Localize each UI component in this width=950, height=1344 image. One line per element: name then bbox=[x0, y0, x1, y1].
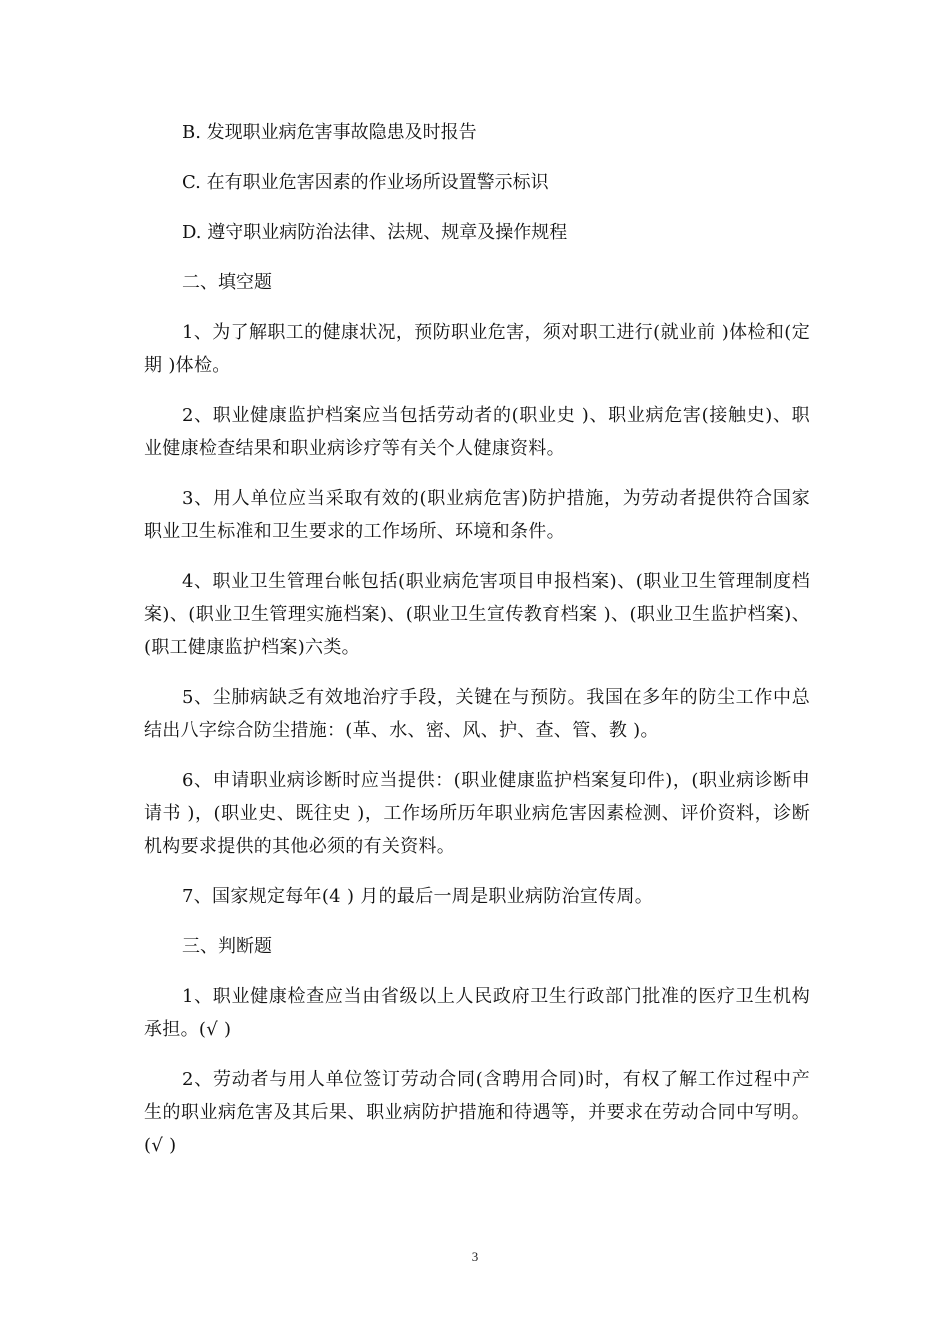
section-heading-true-false: 三、判断题 bbox=[182, 936, 272, 957]
fill-in-question-2: 2、职业健康监护档案应当包括劳动者的(职业史 )、职业病危害(接触史)、职业健康检查结果和职业病诊疗等有关个人健康资料。 bbox=[144, 405, 810, 459]
fill-in-question-1: 1、为了解职工的健康状况，预防职业危害，须对职工进行(就业前 )体检和(定期 )体检。 bbox=[144, 322, 810, 376]
fill-in-question-3: 3、用人单位应当采取有效的(职业病危害)防护措施，为劳动者提供符合国家职业卫生标准和卫生要求的工作场所、环境和条件。 bbox=[144, 488, 810, 542]
true-false-question-2: 2、劳动者与用人单位签订劳动合同(含聘用合同)时，有权了解工作过程中产生的职业病危害及其后果、职业病防护措施和待遇等，并要求在劳动合同中写明。(√ ) bbox=[144, 1069, 810, 1156]
option-b: B. 发现职业病危害事故隐患及时报告 bbox=[182, 122, 477, 143]
section-heading-fill-in: 二、填空题 bbox=[182, 272, 272, 293]
option-c: C. 在有职业危害因素的作业场所设置警示标识 bbox=[182, 172, 549, 193]
option-d: D. 遵守职业病防治法律、法规、规章及操作规程 bbox=[182, 222, 568, 243]
fill-in-question-7: 7、国家规定每年(4 ) 月的最后一周是职业病防治宣传周。 bbox=[182, 886, 654, 907]
true-false-question-1: 1、职业健康检查应当由省级以上人民政府卫生行政部门批准的医疗卫生机构承担。(√ ) bbox=[144, 986, 810, 1040]
fill-in-question-6: 6、申请职业病诊断时应当提供：(职业健康监护档案复印件)，(职业病诊断申请书 )，(职业史、既往史 )，工作场所历年职业病危害因素检测、评价资料，诊断机构要求提供的其他必须的有关资料。 bbox=[144, 770, 810, 857]
fill-in-question-4: 4、职业卫生管理台帐包括(职业病危害项目申报档案)、(职业卫生管理制度档案)、(职业卫生管理实施档案)、(职业卫生宣传教育档案 )、(职业卫生监护档案)、(职工健康监护档案)六类。 bbox=[144, 571, 810, 658]
fill-in-question-5: 5、尘肺病缺乏有效地治疗手段，关键在与预防。我国在多年的防尘工作中总结出八字综合防尘措施：(革、水、密、风、护、查、管、教 )。 bbox=[144, 687, 810, 741]
page-number: 3 bbox=[471, 1249, 479, 1264]
document-body bbox=[144, 116, 810, 1179]
